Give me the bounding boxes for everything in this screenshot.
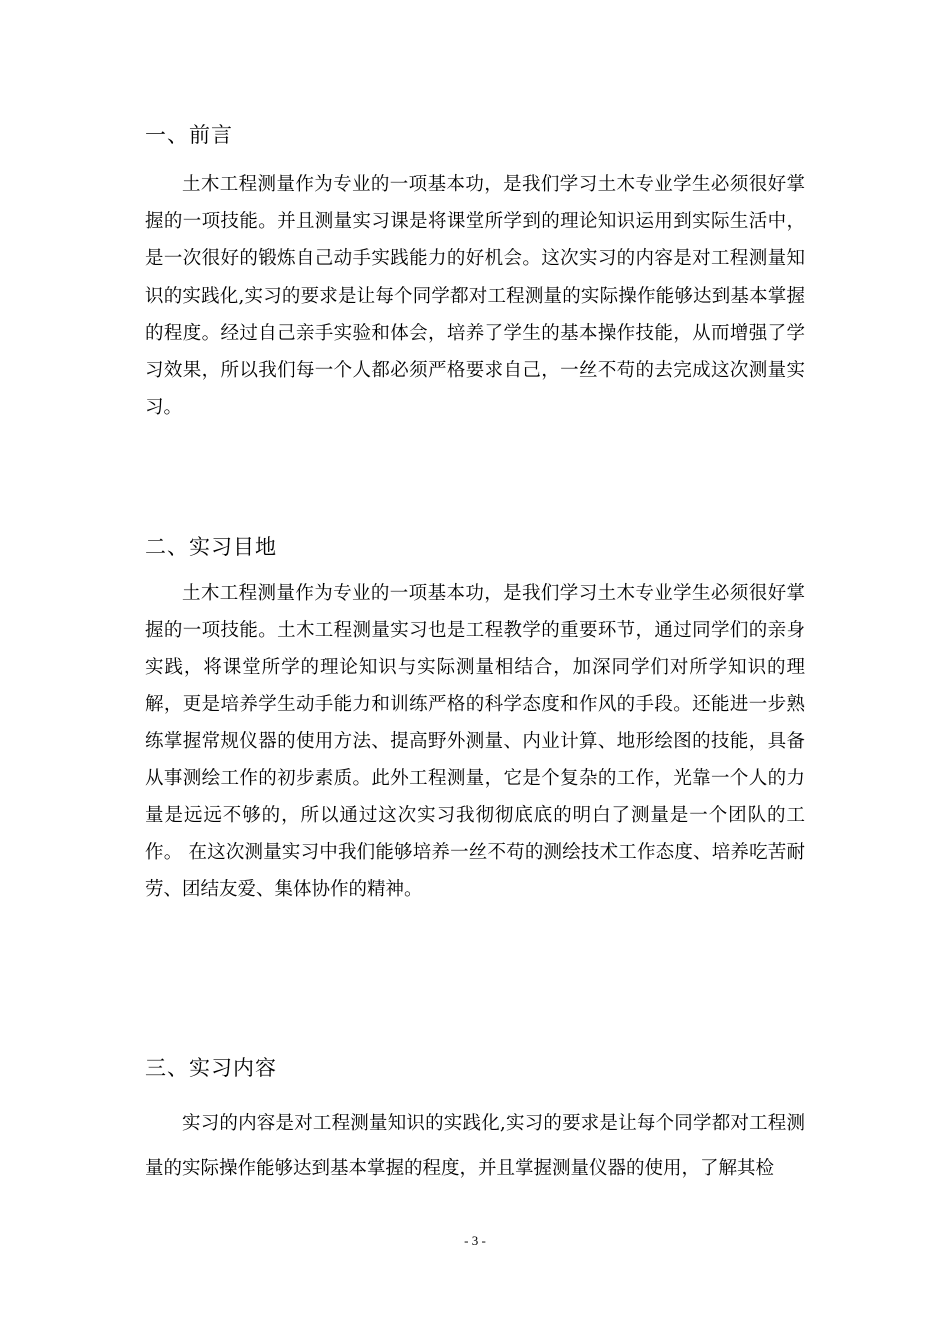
section-purpose [145, 532, 805, 908]
section-heading: 三、实习内容 [145, 1056, 277, 1080]
section-paragraph: 实习的内容是对工程测量知识的实践化,实习的要求是让每个同学都对工程测量的实际操作能够达到基本掌握的程度，并且掌握测量仪器的使用，了解其检 [145, 1113, 805, 1179]
page-number: - 3 - [464, 1233, 486, 1248]
section-heading: 二、实习目地 [145, 535, 277, 559]
section-paragraph: 土木工程测量作为专业的一项基本功，是我们学习土木专业学生必须很好掌握的一项技能。土木工程测量实习也是工程教学的重要环节，通过同学们的亲身实践，将课堂所学的理论知识与实际测量相结合，加深同学们对所学知识的理解，更是培养学生动手能力和训练严格的科学态度和作风的手段。还能进一步熟练掌握常规仪器的使用方法、提高野外测量、内业计算、地形绘图的技能，具备从事测绘工作的初步素质。此外工程测量，它是个复杂的工作，光靠一个人的力量是远远不够的，所以通过这次实习我彻彻底底的明白了测量是一个团队的工作。 在这次测量实习中我们能够培养一丝不苟的测绘技术工作态度、培养吃苦耐劳、团结友爱、集体协作的精神。 [145, 583, 805, 900]
section-preface [145, 120, 805, 426]
section-content [145, 1053, 805, 1191]
section-heading: 一、前言 [145, 123, 233, 147]
section-paragraph: 土木工程测量作为专业的一项基本功，是我们学习土木专业学生必须很好掌握的一项技能。并且测量实习课是将课堂所学到的理论知识运用到实际生活中，是一次很好的锻炼自己动手实践能力的好机会。这次实习的内容是对工程测量知识的实践化,实习的要求是让每个同学都对工程测量的实际操作能够达到基本掌握的程度。经过自己亲手实验和体会，培养了学生的基本操作技能，从而增强了学习效果，所以我们每一个人都必须严格要求自己，一丝不苟的去完成这次测量实习。 [145, 174, 805, 419]
